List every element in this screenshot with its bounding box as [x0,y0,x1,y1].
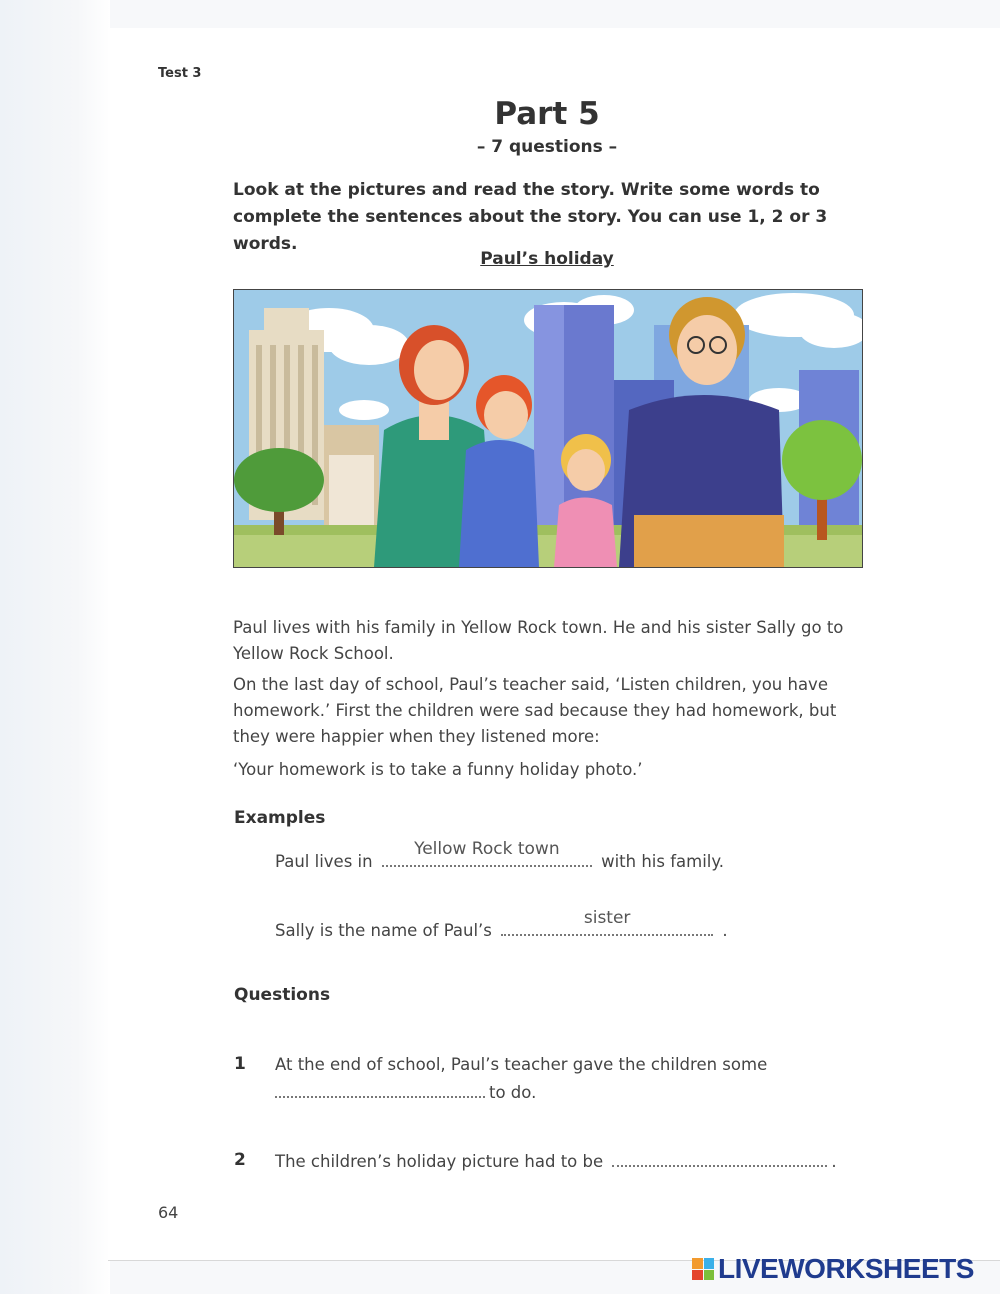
test-label: Test 3 [158,66,202,81]
question-item [275,1147,837,1175]
story-line: Yellow Rock School. [233,644,394,663]
answer-blank-1[interactable] [275,1078,485,1098]
question-text: . [831,1152,837,1171]
story-line: ‘Your homework is to take a funny holiday photo.’ [233,760,643,779]
example-text: Sally is the name of Paul’s [275,921,492,940]
examples-heading: Examples [234,808,326,828]
liveworksheets-icon [692,1258,714,1280]
question-text: The children’s holiday picture had to be [275,1152,604,1171]
instructions [233,177,883,258]
story-line: they were happier when they listened more: [233,727,600,746]
story-picture [233,289,863,568]
part-title: Part 5 [494,96,600,132]
story-title: Paul’s holiday [480,249,614,269]
example-answer: sister [583,908,631,928]
brand-name: LIVEWORKSHEETS [718,1253,974,1284]
example-answer-blank [382,839,592,867]
example-answer: Yellow Rock town [414,839,560,859]
question-number: 2 [234,1150,246,1170]
story-paragraph [233,757,883,783]
instructions-line: complete the sentences about the story. You can use 1, 2 or 3 words. [233,207,828,254]
example-answer-blank [501,908,713,936]
answer-blank-2[interactable] [612,1147,827,1167]
part-subtitle: – 7 questions – [476,137,618,157]
page-number: 64 [158,1203,179,1222]
question-text: to do. [489,1083,537,1102]
instructions-line: Look at the pictures and read the story. Write some words to [233,180,820,200]
story-paragraph [233,615,883,667]
example-text: . [722,921,728,940]
story-line: On the last day of school, Paul’s teacher said, ‘Listen children, you have [233,675,828,694]
example-text: with his family. [601,852,725,871]
question-number: 1 [234,1054,246,1074]
example-item [275,908,728,940]
question-item [275,1051,767,1106]
liveworksheets-logo [692,1253,974,1285]
questions-heading: Questions [234,985,331,1005]
example-text: Paul lives in [275,852,373,871]
story-paragraph [233,672,883,750]
page-edge-shadow [0,0,110,1294]
story-line: homework.’ First the children were sad because they had homework, but [233,701,837,720]
story-line: Paul lives with his family in Yellow Rock town. He and his sister Sally go to [233,618,844,637]
example-item [275,839,725,871]
question-text: At the end of school, Paul’s teacher gave the children some [275,1055,768,1074]
